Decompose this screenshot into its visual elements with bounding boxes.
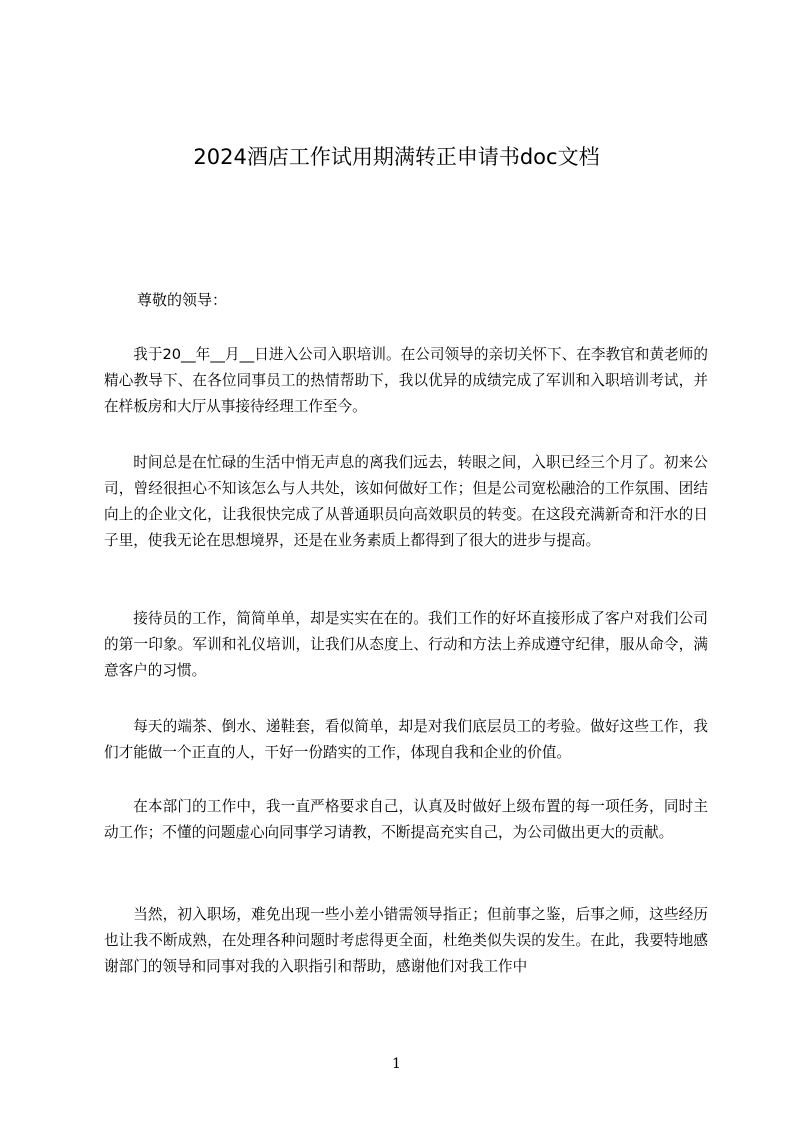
- document-title: 2024酒店工作试用期满转正申请书doc文档: [193, 145, 600, 169]
- salutation: 尊敬的领导：: [137, 291, 228, 309]
- body-paragraph-6: 当然，初入职场，难免出现一些小差小错需领导指正；但前事之鉴，后事之师，这些经历也让我不断成熟，在处理各种问题时考虑得更全面，杜绝类似失误的发生。在此，我要特地感谢部门的领导和同事对我的入职指引和帮助，感谢他们对我工作中: [104, 906, 708, 975]
- page-number: 1: [392, 1056, 401, 1072]
- body-paragraph-2: 时间总是在忙碌的生活中悄无声息的离我们远去，转眼之间，入职已经三个月了。初来公司，曾经很担心不知该怎么与人共处，该如何做好工作；但是公司宽松融洽的工作氛围、团结向上的企业文化，让我很快完成了从普通职员向高效职员的转变。在这段充满新奇和汗水的日子里，使我无论在思想境界，还是在业务素质上都得到了很大的进步与提高。: [104, 454, 708, 549]
- body-paragraph-4: 每天的端茶、倒水、递鞋套，看似简单，却是对我们底层员工的考验。做好这些工作，我们才能做一个正直的人，干好一份踏实的工作，体现自我和企业的价值。: [104, 718, 708, 761]
- body-paragraph-1: 我于20__年__月__日进入公司入职培训。在公司领导的亲切关怀下、在李教官和黄老师的精心教导下、在各位同事员工的热情帮助下，我以优异的成绩完成了军训和入职培训考试，并在样板房和大厅从事接待经理工作至今。: [104, 346, 708, 415]
- body-paragraph-5: 在本部门的工作中，我一直严格要求自己，认真及时做好上级布置的每一项任务，同时主动工作；不懂的问题虚心向同事学习请教，不断提高充实自己，为公司做出更大的贡献。: [104, 798, 708, 841]
- body-paragraph-3: 接待员的工作，简简单单，却是实实在在的。我们工作的好坏直接形成了客户对我们公司的第一印象。军训和礼仪培训，让我们从态度上、行动和方法上养成遵守纪律，服从命令，满意客户的习惯。: [104, 610, 708, 679]
